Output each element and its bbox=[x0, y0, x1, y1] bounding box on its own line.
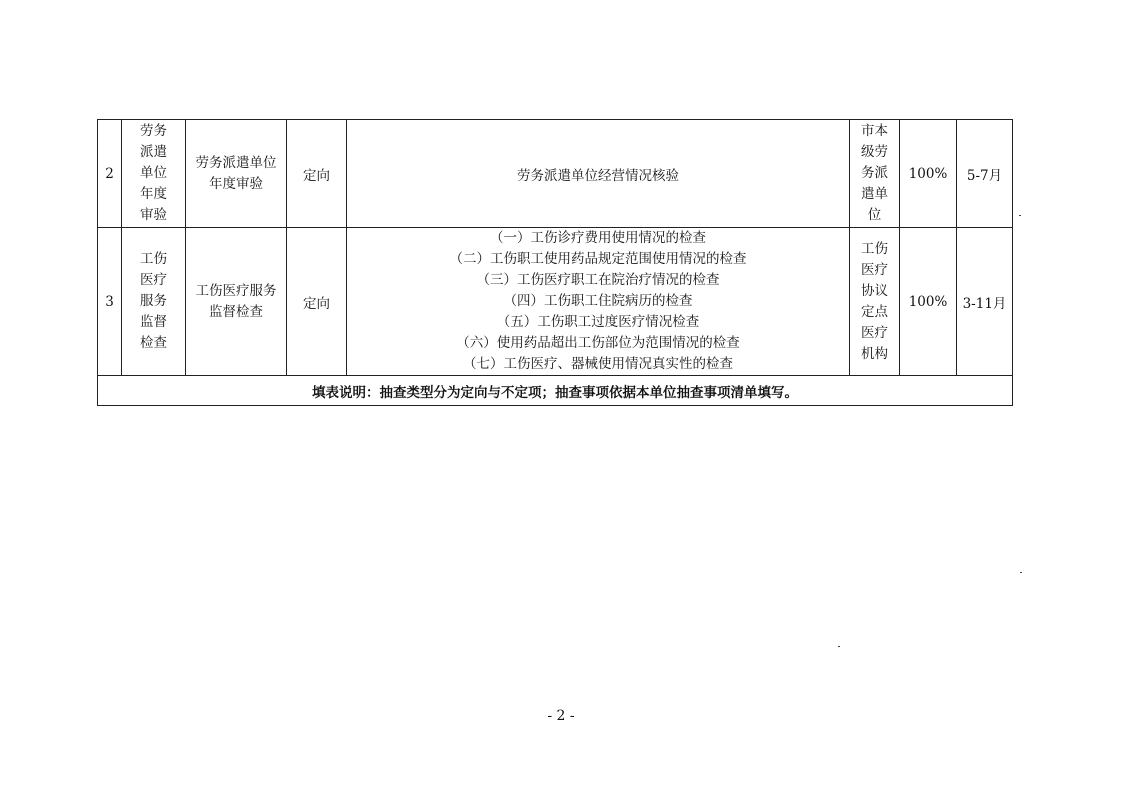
inspection-type-cell: 定向 bbox=[287, 228, 347, 376]
row-number: 3 bbox=[98, 228, 122, 376]
scan-speck bbox=[838, 646, 840, 647]
scan-speck bbox=[1020, 572, 1022, 573]
item-name-cell: 工伤医疗服务 监督检查 bbox=[186, 228, 287, 376]
fill-instructions: 填表说明：抽查类型分为定向与不定项；抽查事项依据本单位抽查事项清单填写。 bbox=[98, 376, 1013, 406]
category-cell: 工伤 医疗 服务 监督 检查 bbox=[122, 228, 186, 376]
table-row bbox=[98, 120, 1013, 228]
row-number: 2 bbox=[98, 120, 122, 228]
inspection-items-cell: （一）工伤诊疗费用使用情况的检查 （二）工伤职工使用药品规定范围使用情况的检查 （三）工伤医疗职工在院治疗情况的检查 （四）工伤职工住院病历的检查 （五）工伤职工过度医疗情况检查 （六）使用药品超出工伤部位为范围情况的检查 （七）工伤医疗、器械使用情况真实性的检查 bbox=[347, 228, 850, 376]
category-cell: 劳务 派遣 单位 年度 审验 bbox=[122, 120, 186, 228]
ratio-cell: 100% bbox=[900, 120, 957, 228]
ratio-cell: 100% bbox=[900, 228, 957, 376]
inspection-items-cell: 劳务派遣单位经营情况核验 bbox=[347, 120, 850, 228]
target-cell: 市本 级劳 务派 遣单 位 bbox=[850, 120, 900, 228]
scan-speck bbox=[1019, 215, 1021, 216]
target-cell: 工伤 医疗 协议 定点 医疗 机构 bbox=[850, 228, 900, 376]
time-cell: 3-11月 bbox=[957, 228, 1013, 376]
table-row bbox=[98, 228, 1013, 376]
inspection-type-cell: 定向 bbox=[287, 120, 347, 228]
inspection-table bbox=[97, 119, 1013, 406]
page-number: - 2 - bbox=[547, 708, 575, 724]
note-row bbox=[98, 376, 1013, 406]
time-cell: 5-7月 bbox=[957, 120, 1013, 228]
item-name-cell: 劳务派遣单位 年度审验 bbox=[186, 120, 287, 228]
